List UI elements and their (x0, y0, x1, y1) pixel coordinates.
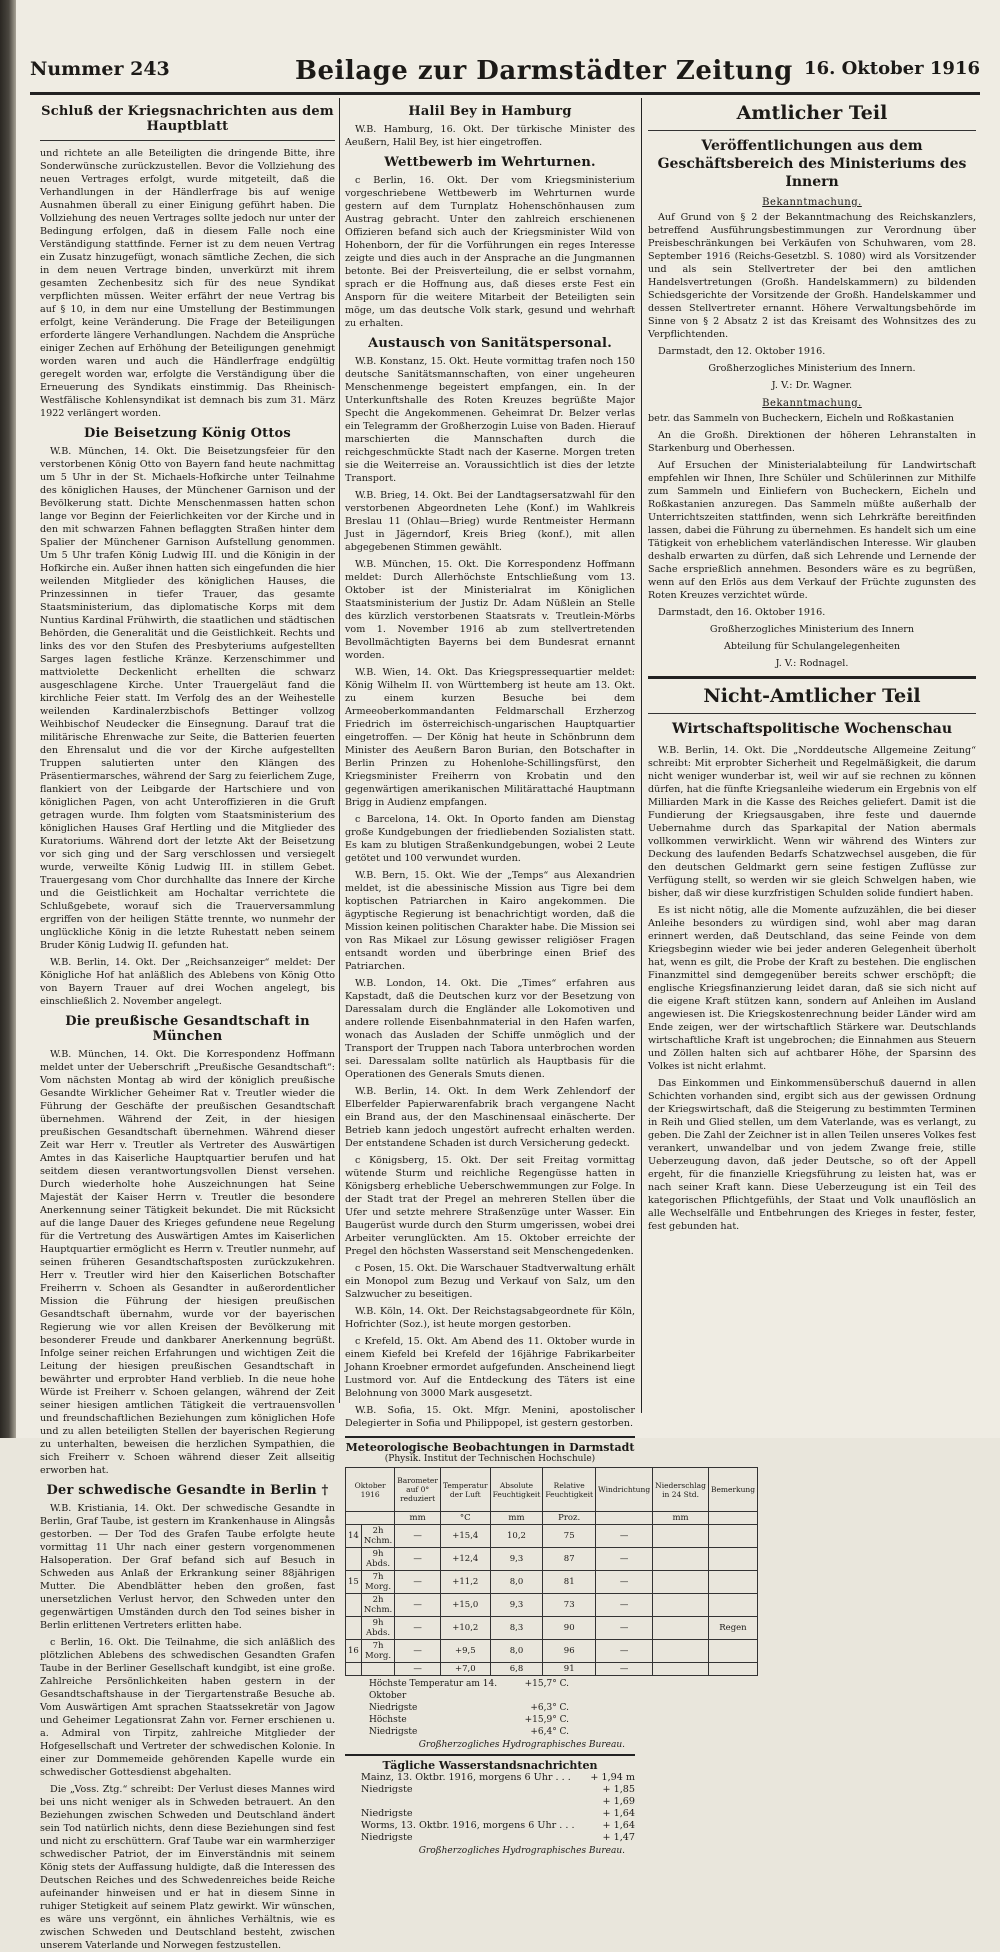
notice-recipient: An die Großh. Direktionen der höheren Lehranstalten in Starkenburg und Oberhessen. (648, 430, 976, 454)
notice-title: Bekanntmachung. (762, 197, 862, 208)
article-text: W.B. München, 15. Okt. Die Korrespondenz Hoffmann meldet: Durch Allerhöchste Entschließung vom 13. Oktober ist der Ministerialrat im Königlichen Staatsministerium der Justiz Dr. Adam Nüßlein an Stelle des kürzlich verstorbenen Staatsrats v. Treutlein-Mörbs vom 1. November 1916 ab zum stellvertretenden Bevollmächtigten Bayerns bei dem Bundesrat ernannt worden. (345, 559, 635, 661)
article-text: Das Einkommen und Einkommensüberschuß dauernd in allen Schichten vorhanden sind, ergibt sich aus der gewissen Ordnung der Kriegswirtschaft, daß die Steigerung zu bestimmten Terminen in Reih und Glied stellen, um dem Vaterlande, was es verlangt, zu geben. Die Zahl der Zeichner ist in allen Teilen unseres Volkes fest verankert, unwandelbar und von jedem Zwange freie, stille Ueberzeugung davon, daß jeder Deutsche, so oft der Appell ergeht, für die finanzielle Kriegsführung zu leisten hat, was er nach seiner Kraft kann. Diese Ueberzeugung ist ein Teil des kategorischen Pflichtgefühls, der Staat und Volk unauflöslich an alle Wechselfälle und Entbehrungen des Krieges in fester, fester, fest gebunden hat. (648, 1078, 976, 1232)
weather-cell-day: 14 (346, 1525, 362, 1548)
weather-cell-baro: — (395, 1617, 441, 1640)
weather-cell-time: 9h Abds. (361, 1548, 394, 1571)
article-text: W.B. Wien, 14. Okt. Das Kriegspressequartier meldet: König Wilhelm II. von Württemberg ist heute am 13. Okt. zu einem kurzen Besuche bei dem Armeeoberkommandanten Feldmarschall Erzherzog Friedrich im österreichisch-ungarischen Hauptquartier eingetroffen. — Der König hat heute in Schönbrunn dem Minister des Aeußern Baron Burian, den Botschafter in Berlin Prinzen zu Hohenlohe-Schillingsfürst, den Kriegsminister Freiherrn von Krobatin und den gegenwärtigen amerikanischen Militärattaché Hauptmann Brigg in Audienz empfangen. (345, 667, 635, 808)
water-label (361, 1796, 589, 1808)
weather-row (346, 1663, 758, 1676)
water-label: Niedrigste (361, 1808, 413, 1819)
weather-cell-wind: — (596, 1640, 653, 1663)
column-divider (339, 98, 340, 1403)
newspaper-title: Beilage zur Darmstädter Zeitung (295, 56, 793, 86)
weather-cell-wind: — (596, 1571, 653, 1594)
extreme-row (369, 1702, 635, 1714)
article-text: c Berlin, 16. Okt. Der vom Kriegsministerium vorgeschriebene Wettbewerb im Wehrturnen wurde gestern auf dem Turnplatz Hohenschönhausen zum Austrag gebracht. Unter den zahlreich erschienenen Offizieren befand sich auch der Kriegsminister Wild von Hohenborn, der für die Vorführungen ein reges Interesse zeigte und dies auch in der Ansprache an die Jungmannen betonte. Bei der Preisverteilung, die er selbst vornahm, sprach er die Hoffnung aus, daß dieses erste Fest ein Ansporn für die weitere Mitarbeit der Beteiligten sein möge, um das deutsche Volk stark, gesund und wehrhaft zu erhalten. (345, 175, 635, 329)
notice-signature: J. V.: Rodnagel. (775, 658, 849, 669)
article-heading: Die Beisetzung König Ottos (84, 426, 291, 441)
weather-cell-baro: — (395, 1525, 441, 1548)
weather-col-header: Temperatur der Luft (440, 1468, 490, 1512)
notice-signature: J. V.: Dr. Wagner. (771, 380, 853, 391)
weather-cell-day (346, 1663, 362, 1676)
article-text: W.B. Berlin, 14. Okt. In dem Werk Zehlendorf der Elberfelder Papierwarenfabrik brach vergangene Nacht ein Brand aus, der den Maschinensaal einäscherte. Der Betrieb kann jedoch ungestört aufrecht erhalten werden. Der entstandene Schaden ist durch Versicherung gedeckt. (345, 1086, 635, 1149)
weather-cell-rel: 91 (543, 1663, 596, 1676)
extreme-value: +6,4° C. (530, 1727, 569, 1737)
masthead-rule (30, 92, 980, 95)
weather-cell-wind: — (596, 1548, 653, 1571)
weather-unit: mm (653, 1512, 709, 1525)
masthead (30, 56, 980, 90)
weather-cell-rain (653, 1640, 709, 1663)
official-section-heading: Amtlicher Teil (736, 102, 888, 124)
nonofficial-section-heading: Nicht-Amtlicher Teil (703, 685, 921, 707)
weather-cell-temp: +9,5 (440, 1640, 490, 1663)
water-line (361, 1772, 635, 1784)
article-text: c Krefeld, 15. Okt. Am Abend des 11. Oktober wurde in einem Kiefeld bei Krefeld der 16jährige Fabrikarbeiter Johann Kroebner ermordet aufgefunden. Anscheinend liegt Lustmord vor. Auf die Entdeckung des Täters ist eine Belohnung von 3000 Mark ausgesetzt. (345, 1336, 635, 1399)
article-text: W.B. Berlin, 14. Okt. Der „Reichsanzeiger“ meldet: Der Königliche Hof hat anläßlich des Ablebens von König Otto von Bayern Trauer auf drei Wochen angelegt, bis einschließlich 2. November angelegt. (40, 957, 335, 1007)
weather-cell-time: 2h Nchm. (361, 1594, 394, 1617)
weather-col-header: Absolute Feuchtigkeit (490, 1468, 543, 1512)
weather-cell-day: 16 (346, 1640, 362, 1663)
weather-cell-wind: — (596, 1525, 653, 1548)
weather-cell-temp: +10,2 (440, 1617, 490, 1640)
water-value: + 1,64 (602, 1820, 635, 1831)
weather-cell-rel: 96 (543, 1640, 596, 1663)
water-bureau: Großherzogliches Hydrographisches Bureau. (418, 1846, 625, 1856)
notice-place-date: Darmstadt, den 12. Oktober 1916. (658, 346, 826, 357)
water-label: Niedrigste (361, 1784, 413, 1795)
notice-text: Auf Grund von § 2 der Bekanntmachung des Reichskanzlers, betreffend Ausführungsbestimmungen zur Verordnung über Preisbeschränkungen bei Verkäufen von Schuhwaren, vom 28. September 1916 (Reichs-Gesetzbl. S. 1080) wird als Vorsitzender und als sein Stellvertreter der bei den amtlichen Handelsvertretungen (Großh. Handelskammern) zu bildenden Schiedsgerichte der Vorsitzende der Großh. Handelskammer und dessen Stellvertreter ernannt. Höhere Verwaltungsbehörde im Sinne von § 2 Absatz 2 ist das Kreisamt des Wohnsitzes des zu Verpflichtenden. (648, 212, 976, 340)
weather-cell-note (708, 1663, 757, 1676)
weather-col-header: Niederschlag in 24 Std. (653, 1468, 709, 1512)
article-text: c Königsberg, 15. Okt. Der seit Freitag vormittag wütende Sturm und reichliche Regengüsse hatten in Königsberg erhebliche Ueberschwemmungen zur Folge. In der Stadt trat der Pregel an mehreren Stellen über die Ufer und setzte mehrere Straßenzüge unter Wasser. Ein Baugerüst wurde durch den Sturm umgerissen, wobei drei Arbeiter verunglückten. Am 15. Oktober erreichte der Pregel den höchsten Wasserstand seit Menschengedenken. (345, 1155, 635, 1257)
issue-date: 16. Oktober 1916 (804, 58, 980, 79)
article-text: W.B. Brieg, 14. Okt. Bei der Landtagsersatzwahl für den verstorbenen Abgeordneten Lehe (Konf.) im Wahlkreis Breslau 11 (Ohlau—Brieg) wurde Rentmeister Hermann Just in Jägerndorf, Kreis Brieg (konf.), mit allen abgegebenen Stimmen gewählt. (345, 490, 635, 553)
weather-cell-time: 7h Morg. (361, 1571, 394, 1594)
weather-col-header: Windrichtung (596, 1468, 653, 1512)
notice-signature: Abteilung für Schulangelegenheiten (723, 641, 901, 652)
article-text: Es ist nicht nötig, alle die Momente aufzuzählen, die bei dieser Anleihe besonders zu würdigen sind, wohl aber mag daran erinnert werden, daß Deutschland, das seine Feinde von dem Kriegsbeginn wieder wie bei jeder anderen Gelegenheit überholt hat, wenn es gilt, die Probe der Kraft zu bestehen. Die englischen Finanzmittel sind demgegenüber bereits schwer erschöpft; die englische Kriegsfinanzierung leidet daran, daß sie sich nicht auf die eigene Kraft stützen kann, sondern auf Anleihen im Ausland angewiesen ist. Die Kriegskostenrechnung beider Länder wird am Ende zeigen, wer der wirtschaftlich Stärkere war. Deutschlands wirtschaftliche Kraft ist ungebrochen; die Einnahmen aus Steuern und Zöllen halten sich auf achtbarer Höhe, der Sparsinn des Volkes ist nicht erlahmt. (648, 905, 976, 1072)
weather-row (346, 1594, 758, 1617)
weather-cell-wind: — (596, 1617, 653, 1640)
weather-cell-day (346, 1617, 362, 1640)
column-divider (641, 98, 642, 1413)
column-1 (40, 98, 335, 1951)
extreme-label: Niedrigste (369, 1703, 418, 1713)
issue-number: Nummer 243 (30, 58, 170, 80)
extreme-label: Höchste Temperatur am 14. Oktober (369, 1679, 498, 1701)
weather-cell-note (708, 1594, 757, 1617)
weather-cell-abs: 8,0 (490, 1571, 543, 1594)
weather-cell-rain (653, 1571, 709, 1594)
weather-cell-rel: 75 (543, 1525, 596, 1548)
weather-extremes (369, 1678, 635, 1738)
section-divider (648, 676, 976, 679)
divider (648, 130, 976, 131)
weather-row (346, 1525, 758, 1548)
weather-bureau: Großherzogliches Hydrographisches Bureau. (418, 1740, 625, 1750)
weather-observations (345, 1436, 756, 1750)
article-heading: Die preußische Gesandtschaft in München (65, 1014, 310, 1044)
water-value: + 1,64 (602, 1808, 635, 1819)
weather-cell-baro: — (395, 1571, 441, 1594)
weather-cell-rel: 87 (543, 1548, 596, 1571)
weather-cell-day (346, 1548, 362, 1571)
weather-cell-note (708, 1640, 757, 1663)
weather-unit (596, 1512, 653, 1525)
weather-cell-note (708, 1525, 757, 1548)
weather-cell-baro: — (395, 1663, 441, 1676)
extreme-row (369, 1714, 635, 1726)
weather-cell-baro: — (395, 1548, 441, 1571)
weather-cell-rel: 81 (543, 1571, 596, 1594)
weather-cell-wind: — (596, 1663, 653, 1676)
weather-cell-rain (653, 1525, 709, 1548)
divider (40, 140, 335, 141)
notice-subject: betr. das Sammeln von Bucheckern, Eicheln und Roßkastanien (648, 413, 954, 424)
weather-cell-temp: +15,4 (440, 1525, 490, 1548)
water-label: Niedrigste (361, 1832, 413, 1843)
weather-cell-abs: 8,3 (490, 1617, 543, 1640)
weather-unit (708, 1512, 757, 1525)
weather-cell-rain (653, 1594, 709, 1617)
extreme-row (369, 1678, 635, 1702)
weather-col-header: Relative Feuchtigkeit (543, 1468, 596, 1512)
notice-text: Auf Ersuchen der Ministerialabteilung für Landwirtschaft empfehlen wir Ihnen, Ihre Schüler und Schülerinnen zur Mithilfe zum Sammeln und Einliefern von Bucheckern, Eicheln und Roßkastanien anzuregen. Das Sammeln müßte außerhalb der Unterrichtszeiten stattfinden, wenn sich Lehrkräfte bereitfinden lassen, dabei die Führung zu übernehmen. Es handelt sich um eine Tätigkeit von erheblichem vaterländischen Interesse. Wir glauben deshalb erwarten zu dürfen, daß sich Lehrende und Lernende der Sache ersprießlich annehmen. Besonders wäre es zu begrüßen, wenn auf den Erlös aus dem Verkauf der Früchte zugunsten des Roten Kreuzes verzichtet würde. (648, 460, 976, 601)
water-label: Mainz, 13. Oktbr. 1916, morgens 6 Uhr . . . (361, 1772, 571, 1783)
weather-cell-temp: +15,0 (440, 1594, 490, 1617)
weather-cell-wind: — (596, 1594, 653, 1617)
article-text: und richtete an alle Beteiligten die dringende Bitte, ihre Sonderwünsche zurückzustellen. Bevor die Vollziehung des neuen Vertrages erfolgt, wurde mitgeteilt, daß die Verhandlungen in der Händlerfrage bis auf wenige Ausnahmen überall zu einer Einigung geführt haben. Die Vollziehung des neuen Vertrages sollte jedoch nur unter der Bedingung erfolgen, daß in diesem Falle noch eine Verständigung stattfinde. Ferner ist zu dem neuen Vertrag ein Zusatz hinzugefügt, wonach sämtliche Zechen, die sich in dem neuen Vertrage binden, unverkürzt mit ihrem gesamten Zechenbesitz sich für des neue Syndikat verpflichten müssen. Weiter erfährt der neue Vertrag bis auf § 10, in dem nur eine Umstellung der Bestimmungen erfolgt, keine Veränderung. Die Frage der Beteiligungen erforderte längere Verhandlungen. Nachdem die Ansprüche einiger Zechen auf Erhöhung der Beteiligungen genehmigt worden waren und auch die Händlerfrage endgültig geregelt worden war, erfolgte die Verständigung über die Erneuerung des Syndikats einstimmig. Das Rheinisch-Westfälische Kohlensyndikat ist demnach bis zum 31. März 1922 verlängert worden. (40, 148, 335, 419)
article-text: W.B. Sofia, 15. Okt. Mfgr. Menini, apostolischer Delegierter in Sofia und Philippopel, ist gestern gestorben. (345, 1405, 635, 1429)
notice-title: Bekanntmachung. (762, 398, 862, 409)
weather-month-header: Oktober 1916 (346, 1468, 395, 1512)
weather-cell-abs: 9,3 (490, 1548, 543, 1571)
notice-signature: Großherzogliches Ministerium des Innern. (708, 363, 916, 374)
water-line (361, 1796, 635, 1808)
water-value: + 1,47 (602, 1832, 635, 1843)
weather-cell-time: 7h Morg. (361, 1640, 394, 1663)
weather-cell-temp: +12,4 (440, 1548, 490, 1571)
article-heading: Wettbewerb im Wehrturnen. (384, 155, 596, 170)
weather-cell-day: 15 (346, 1571, 362, 1594)
weather-title: Meteorologische Beobachtungen in Darmstadt (345, 1441, 635, 1454)
water-line (361, 1820, 635, 1832)
official-subheading: Veröffentlichungen aus dem Geschäftsbereich des Ministeriums des Innern (657, 138, 967, 190)
weather-cell-rain (653, 1548, 709, 1571)
weather-cell-time: 2h Nchm. (361, 1525, 394, 1548)
weather-row (346, 1640, 758, 1663)
weather-cell-temp: +7,0 (440, 1663, 490, 1676)
weather-cell-note: Regen (708, 1617, 757, 1640)
extreme-row (369, 1726, 635, 1738)
weather-table (345, 1467, 758, 1676)
weather-unit: mm (395, 1512, 441, 1525)
article-heading: Halil Bey in Hamburg (408, 104, 572, 119)
article-text: c Barcelona, 14. Okt. In Oporto fanden am Dienstag große Kundgebungen der friedliebenden Sozialisten statt. Es kam zu blutigen Straßenkundgebungen, wobei 2 Leute getötet und 100 verwundet wurden. (345, 814, 635, 864)
extreme-value: +15,7° C. (524, 1679, 569, 1689)
water-value: + 1,94 m (590, 1772, 635, 1783)
weather-cell-day (346, 1594, 362, 1617)
article-heading: Wirtschaftspolitische Wochenschau (671, 721, 953, 737)
water-title: Tägliche Wasserstandsnachrichten (345, 1754, 635, 1772)
weather-cell-rain (653, 1617, 709, 1640)
weather-col-header: Bemerkung (708, 1468, 757, 1512)
weather-cell-note (708, 1548, 757, 1571)
weather-cell-temp: +11,2 (440, 1571, 490, 1594)
weather-unit: Proz. (543, 1512, 596, 1525)
water-line (361, 1832, 635, 1844)
weather-cell-abs: 8,0 (490, 1640, 543, 1663)
article-text: W.B. München, 14. Okt. Die Beisetzungsfeier für den verstorbenen König Otto von Bayern fand heute nachmittag um 5 Uhr in der St. Michaels-Hofkirche unter Teilnahme des königlichen Hauses, der Münchener Garnison und der Bevölkerung statt. Dichte Menschenmassen hatten schon lange vor Beginn der Feierlichkeiten vor der Kirche und in den mit schwarzen Fahnen beflaggten Straßen hinter dem Spalier der Münchener Garnison Aufstellung genommen. Um 5 Uhr trafen König Ludwig III. und die Königin in der Hofkirche ein. Außer ihnen hatten sich eingefunden die hier weilenden Mitglieder des königlichen Hauses, die Prinzessinnen in tiefer Trauer, das gesamte Staatsministerium, das diplomatische Korps mit dem Nuntius Kardinal Frühwirth, die staatlichen und städtischen Behörden, die Generalität und die Geistlichkeit. Rechts und links des vor den Stufen des Presbyteriums aufgestellten Sarges lagen festliche Kränze. Kerzenschimmer und mattviolette Deckenlicht erhellten die schwarz ausgeschlagene Kirche. Unter Trauergeläut fand die kirchliche Feier statt. Im Verfolg des an der Weihestelle weilenden Kardinalerzbischofs Bettinger vollzog Weihbischof Neudecker die Einsegnung. Darauf trat die militärische Ehrenwache zur Seite, die Batterien feuerten den Ehrensalut und die vor der Kirche aufgestellten Truppen salutierten unter den Klängen des Präsentiermarsches, während der Sarg zu feierlichem Zuge, flankiert von der Leibgarde der Hartschiere und von königlichen Pagen, von acht Unteroffizieren in die Gruft getragen wurde. Ihm folgten vom Staatsministerium des königlichen Hauses Graf Hertling und die Mitglieder des Kuratoriums. Während dort der letzte Akt der Beisetzung vor sich ging und der Sarg verschlossen und versiegelt wurde, verweilte König Ludwig III. in stillem Gebet. Trauergesang vom Chor durchhallte das Innere der Kirche und die Geistlichkeit am Hochaltar verrichtete die Schlußgebete, worauf sich die Trauerversammlung ergriffen von der heiligen Stätte trennte, wo nunmehr der unglückliche König in die letzte Ruhestatt neben seinem Bruder König Ludwig II. gefunden hat. (40, 446, 335, 951)
article-text: W.B. London, 14. Okt. Die „Times“ erfahren aus Kapstadt, daß die Deutschen kurz vor der Besetzung von Daressalam durch die Engländer alle Lokomotiven und andere rollende Eisenbahnmaterial in den Hafen warfen, wonach das Ausladen der Schiffe unmöglich und der Transport der Truppen nach Tabora unterbrochen worden sei. Daressalam sollte natürlich als Hauptbasis für die Operationen des Generals Smuts dienen. (345, 978, 635, 1080)
weather-row (346, 1571, 758, 1594)
article-text: W.B. München, 14. Okt. Die Korrespondenz Hoffmann meldet unter der Ueberschrift „Preußische Gesandtschaft“: Vom nächsten Montag ab wird der königlich preußische Gesandte Wirklicher Geheimer Rat v. Treutler wieder die Führung der Geschäfte der preußischen Gesandtschaft übernehmen. Während der Zeit, in der hiesigen preußischen Gesandtschaft übernehmen. Während dieser Zeit war Herr v. Treutler als Vertreter des Auswärtigen Amtes in das Kaiserliche Hauptquartier berufen und hat seitdem diesen verantwortungsvollen Dienst versehen. Durch wiederholte hohe Auszeichnungen hat Seine Majestät der Kaiser Herrn v. Treutler die besondere Anerkennung seiner Tätigkeit bekundet. Die mit Rücksicht auf die lange Dauer des Krieges gefundene neue Regelung für die Vertretung des Auswärtigen Amtes im Kaiserlichen Hauptquartier ermöglicht es Herrn v. Treutler nunmehr, auf seinen früheren Gesandtschaftsposten zurückzukehren. Herr v. Treutler wird hier den Kaiserlichen Botschafter Freiherrn v. Schoen als Gesandter in außerordentlicher Mission die Führung der hiesigen preußischen Gesandtschaft übernahm, wurde vor der bayerischen Regierung wie vor allen Kreisen der Bevölkerung mit besonderer Freude und dankbarer Anerkennung begrüßt. Infolge seiner reichen Erfahrungen und wichtigen Zeit die Leitung der hiesigen preußischen Gesandtschaft in bewährter und erprobter Hand verblieb. In die neue hohe Würde ist Freiherr v. Schoen gelangen, während der Zeit seiner hiesigen amtlichen Tätigkeit die vertrauensvollen und freundschaftlichen Beziehungen zum königlichen Hofe und zu allen beteiligten Stellen der bayerischen Regierung zu unterhalten, beweisen die herzlichen Sympathien, die sich Freiherr v. Schoen während dieser Zeit allseitig erworben hat. (40, 1049, 335, 1476)
weather-cell-baro: — (395, 1594, 441, 1617)
weather-row (346, 1617, 758, 1640)
weather-row (346, 1548, 758, 1571)
weather-cell-note (708, 1571, 757, 1594)
extreme-label: Höchste (369, 1715, 407, 1725)
weather-cell-time (361, 1663, 394, 1676)
water-line (361, 1808, 635, 1820)
article-heading: Der schwedische Gesandte in Berlin † (46, 1483, 329, 1498)
article-text: W.B. Bern, 15. Okt. Wie der „Temps“ aus Alexandrien meldet, ist die abessinische Mission aus Tigre bei dem koptischen Patriarchen in Kairo angekommen. Die ägyptische Regierung ist benachrichtigt worden, daß die Mission keinen politischen Charakter habe. Die Mission sei von Ras Mikael zur Lösung gewisser religiöser Fragen entsandt worden und überbringe einen Brief des Patriarchen. (345, 870, 635, 972)
article-text: W.B. Köln, 14. Okt. Der Reichstagsabgeordnete für Köln, Hofrichter (Soz.), ist heute morgen gestorben. (345, 1306, 635, 1330)
water-label: Worms, 13. Oktbr. 1916, morgens 6 Uhr . . . (361, 1820, 575, 1831)
section-heading: Schluß der Kriegsnachrichten aus dem Hauptblatt (41, 104, 334, 134)
weather-cell-time: 9h Abds. (361, 1617, 394, 1640)
article-text: Die „Voss. Ztg.“ schreibt: Der Verlust dieses Mannes wird bei uns nicht weniger als in Schweden betrauert. An den Beziehungen zwischen Schweden und Deutschland ändert sein Tod natürlich nichts, denn diese Beziehungen sind fest und nicht zu erschüttern. Graf Taube war ein warmherziger schwedischer Patriot, der im Einverständnis mit seinem König stets der Auffassung huldigte, daß die Interessen des Deutschen Reiches und des Schwedenreiches beide Reiche aufeinander hinweisen und er hat in diesem Sinne in ruhiger Stetigkeit auf seinem Platz gewirkt. Wir wünschen, es wäre uns vergönnt, ein ähnliches Verhältnis, wie es zwischen Schweden und Deutschland besteht, zwischen unserem Vaterlande und Norwegen festzustellen. (40, 1784, 335, 1951)
weather-unit: mm (490, 1512, 543, 1525)
weather-cell-baro: — (395, 1640, 441, 1663)
article-heading: Austausch von Sanitätspersonal. (368, 336, 612, 351)
weather-cell-abs: 9,3 (490, 1594, 543, 1617)
column-3 (648, 98, 976, 1418)
article-text: c Berlin, 16. Okt. Die Teilnahme, die sich anläßlich des plötzlichen Ablebens des schwedischen Gesandten Grafen Taube in der Berliner Gesellschaft kundgibt, ist eine große. Zahlreiche Persönlichkeiten haben gestern in der Gesandtschaftshause in der Tiergartenstraße Besuche ab. Vom Auswärtigen Amt sprachen Staatssekretär von Jagow und Geheimer Legationsrat Zahn vor. Ferner erschienen u. a. Admiral von Tirpitz, zahlreiche Mitglieder der Hofgesellschaft und Vertreter der schwedischen Kolonie. In einer zur Dommemeide gehörenden Kapelle wurde ein schwedischer Gottesdienst abgehalten. (40, 1637, 335, 1778)
article-text: c Posen, 15. Okt. Die Warschauer Stadtverwaltung erhält ein Monopol zum Bezug und Verkauf von Salz, um den Salzwucher zu beseitigen. (345, 1263, 635, 1300)
extreme-value: +6,3° C. (530, 1703, 569, 1713)
water-value: + 1,69 (602, 1796, 635, 1807)
weather-unit: °C (440, 1512, 490, 1525)
weather-cell-rel: 73 (543, 1594, 596, 1617)
extreme-label: Niedrigste (369, 1727, 418, 1737)
article-text: W.B. Kristiania, 14. Okt. Der schwedische Gesandte in Berlin, Graf Taube, ist gestern im Krankenhause in Alingsås gestorben. — Der Tod des Grafen Taube erfolgte heute vormittag 11 Uhr nach einer gestern vorgenommenen Halsoperation. Der Graf befand sich auf Besuch in Schweden aus Anlaß der Erkrankung seiner 88jährigen Mutter. Die Abendblätter heben den großen, fast unersetzlichen Verlust hervor, den Schweden unter den gegenwärtigen Umständen durch den Tod seines bisher in Berlin erlittenen Vertreters erlitten habe. (40, 1503, 335, 1631)
weather-cell-abs: 10,2 (490, 1525, 543, 1548)
weather-subtitle: (Physik. Institut der Technischen Hochschule) (384, 1454, 596, 1464)
article-text: W.B. Hamburg, 16. Okt. Der türkische Minister des Aeußern, Halil Bey, ist hier eingetroffen. (345, 124, 635, 148)
weather-table-body (346, 1525, 758, 1676)
water-levels (345, 1754, 635, 1856)
weather-col-header: Barometer auf 0° reduziert (395, 1468, 441, 1512)
notice-place-date: Darmstadt, den 16. Oktober 1916. (658, 607, 826, 618)
weather-cell-abs: 6,8 (490, 1663, 543, 1676)
water-line (361, 1784, 635, 1796)
notice-signature: Großherzogliches Ministerium des Innern (709, 624, 915, 635)
article-text: W.B. Berlin, 14. Okt. Die „Norddeutsche Allgemeine Zeitung“ schreibt: Mit erprobter Sicherheit und Regelmäßigkeit, die darum nicht weniger wunderbar ist, weil wir auf sie rechnen zu können dürfen, hat die fünfte Kriegsanleihe wiederum ein Ergebnis von elf Milliarden Mark in die Kasse des Reiches geliefert. Damit ist die Fundierung der Kriegsausgaben, ihre feste und dauernde Uebernahme durch das Sparkapital der Nation abermals vollkommen verwirklicht. Wenn wir während des Winters zur Deckung des laufenden Bedarfs Schatzwechsel ausgeben, die für den deutschen Geldmarkt gern seine festigen Zuflüsse zur Verfügung stellt, so werden wir sie gleich Schwelgen haben, wie bisher, daß wir diese kurzfristigen Schulden solide fundiert haben. (648, 745, 976, 899)
weather-cell-rain (653, 1663, 709, 1676)
weather-cell-rel: 90 (543, 1617, 596, 1640)
weather-unit (346, 1512, 395, 1525)
water-value: + 1,85 (602, 1784, 635, 1795)
extreme-value: +15,9° C. (524, 1715, 569, 1725)
binding-shadow (0, 0, 16, 1438)
article-text: W.B. Konstanz, 15. Okt. Heute vormittag trafen noch 150 deutsche Sanitätsmannschaften, von einer ungeheuren Menschenmenge begeistert empfangen, ein. In der Unterkunftshalle des Roten Kreuzes begrüßte Major Specht die Angekommenen. Geheimrat Dr. Belzer verlas ein Telegramm der Großherzogin Luise von Baden. Hierauf marschierten die Mannschaften durch die reichgeschmückte Stadt nach der Kaserne. Morgen treten sie die Weiterreise an. Voraussichtlich ist dies der letzte Transport. (345, 356, 635, 484)
divider (648, 713, 976, 714)
